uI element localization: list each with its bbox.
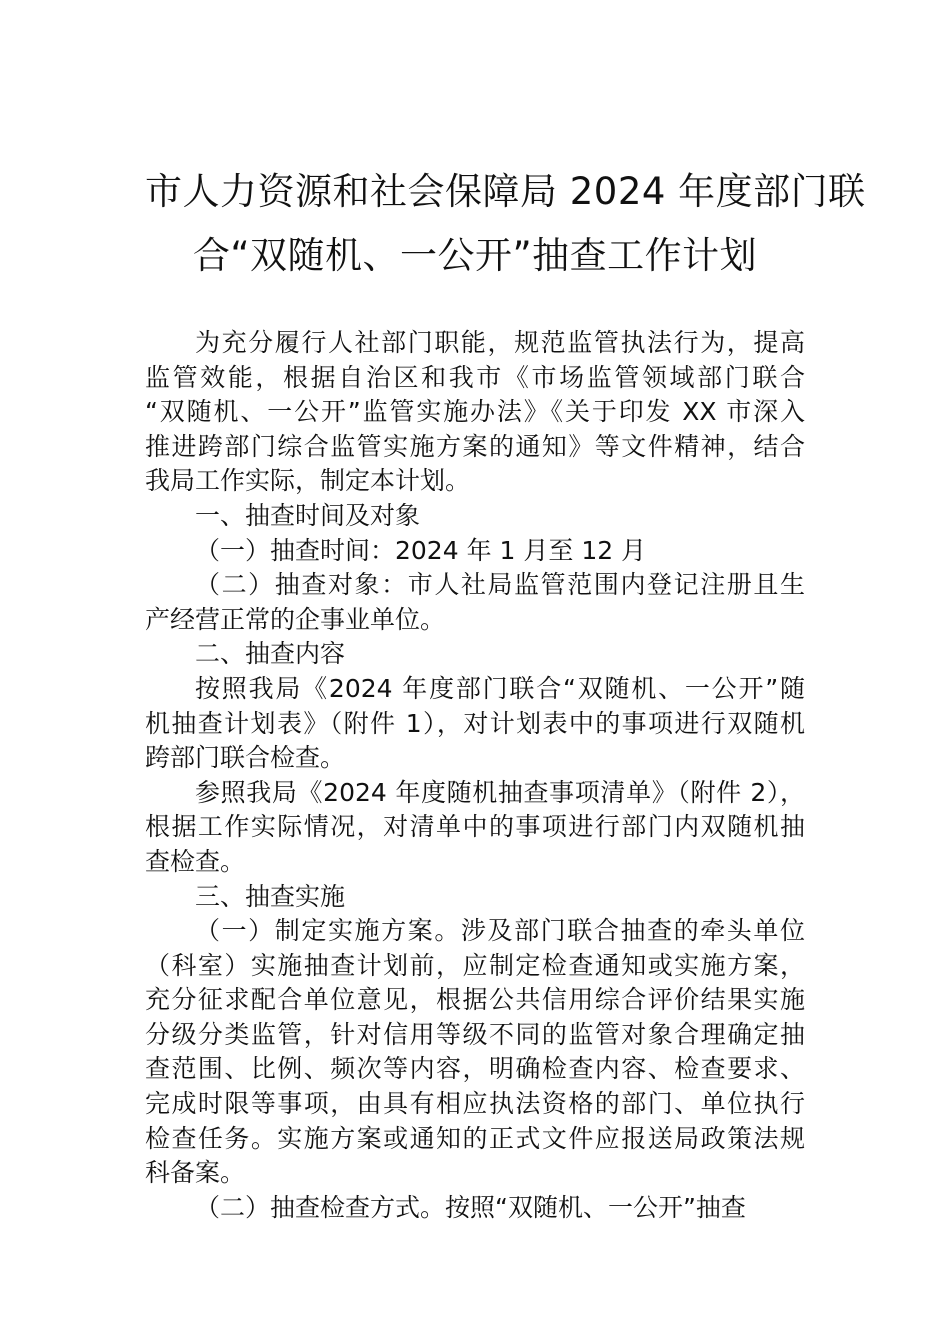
text-line: 检查任务。实施方案或通知的正式文件应报送局政策法规 (145, 1123, 805, 1153)
text-line: （二）抽查对象：市人社局监管范围内登记注册且生 (195, 570, 805, 600)
text-line: 我局工作实际，制定本计划。 (145, 466, 471, 496)
text-line: 分级分类监管，针对信用等级不同的监管对象合理确定抽 (145, 1019, 805, 1049)
text-line: 二、抽查内容 (195, 639, 346, 669)
paragraph (145, 672, 805, 776)
text-line: 推进跨部门综合监管实施方案的通知》等文件精神，结合 (145, 431, 805, 461)
paragraph (145, 534, 805, 569)
text-line: 参照我局《2024 年度随机抽查事项清单》（附件 2）， (195, 777, 805, 807)
text-line: （一）制定实施方案。涉及部门联合抽查的牵头单位 (195, 916, 805, 946)
text-line: 根据工作实际情况，对清单中的事项进行部门内双随机抽 (145, 812, 805, 842)
title-line-2: 合“双随机、一公开”抽查工作计划 (192, 234, 758, 277)
document-title (145, 160, 866, 288)
paragraph (145, 499, 805, 534)
text-line: “双随机、一公开”监管实施办法》《关于印发 XX 市深入 (145, 397, 805, 427)
paragraph (145, 326, 805, 499)
paragraph (145, 914, 805, 1191)
text-line: （一）抽查时间：2024 年 1 月至 12 月 (195, 535, 647, 565)
paragraph (145, 1191, 805, 1226)
text-line: 三、抽查实施 (195, 881, 346, 911)
paragraph (145, 776, 805, 880)
text-line: 查检查。 (145, 846, 246, 876)
text-line: 查范围、比例、频次等内容，明确检查内容、检查要求、 (145, 1054, 805, 1084)
text-line: 产经营正常的企事业单位。 (145, 604, 446, 634)
paragraph (145, 568, 805, 637)
text-line: 监管效能，根据自治区和我市《市场监管领域部门联合 (145, 362, 805, 392)
text-line: 为充分履行人社部门职能，规范监管执法行为，提高 (195, 328, 805, 357)
text-line: 按照我局《2024 年度部门联合“双随机、一公开”随 (195, 673, 805, 703)
text-line: 机抽查计划表》（附件 1），对计划表中的事项进行双随机 (145, 708, 805, 738)
paragraph (145, 880, 805, 915)
text-line: 完成时限等事项，由具有相应执法资格的部门、单位执行 (145, 1089, 805, 1119)
text-line: （科室）实施抽查计划前，应制定检查通知或实施方案， (145, 950, 805, 980)
title-line-1: 市人力资源和社会保障局 2024 年度部门联 (145, 170, 866, 213)
text-line: 科备案。 (145, 1158, 246, 1188)
text-line: 一、抽查时间及对象 (195, 500, 421, 530)
text-line: 充分征求配合单位意见，根据公共信用综合评价结果实施 (145, 985, 805, 1015)
text-line: 跨部门联合检查。 (145, 743, 346, 773)
paragraph (145, 637, 805, 672)
text-line: （二）抽查检查方式。按照“双随机、一公开”抽查 (195, 1192, 746, 1222)
document-body (145, 326, 805, 1225)
